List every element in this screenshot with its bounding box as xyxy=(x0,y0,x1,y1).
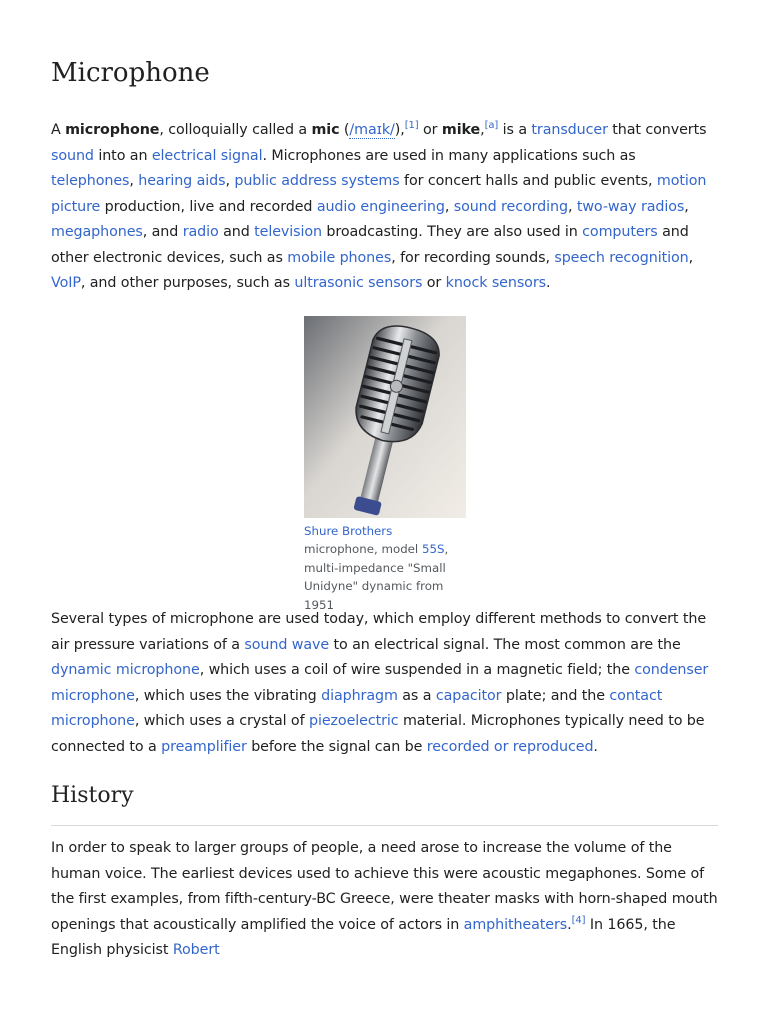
text: , which uses the vibrating xyxy=(134,687,322,704)
microphone-image[interactable] xyxy=(304,316,466,518)
reference-4-link[interactable]: [4] xyxy=(571,914,586,926)
history-paragraph xyxy=(51,836,718,964)
text: In order to speak to larger groups of people, a need arose to increase the volume of the human voice. The earliest devices used to achieve this were acoustic megaphones. Some of the first examples, from fifth-century-BC Greece, were theater masks with horn-shaped mouth openings that acoustically amplified the voice of actors in xyxy=(51,840,718,933)
text: or xyxy=(422,275,446,291)
link-transducer[interactable]: transducer xyxy=(531,122,608,138)
link-shure-brothers[interactable]: Shure Brothers xyxy=(304,524,393,538)
text: , which uses a coil of wire suspended in a magnetic field; the xyxy=(199,662,635,678)
text: microphone, model xyxy=(304,542,422,557)
link-amphitheaters[interactable]: amphitheaters xyxy=(463,916,568,933)
text: and xyxy=(218,224,255,240)
link-contact-microphone[interactable]: contact microphone xyxy=(51,687,663,729)
link-electrical-signal[interactable]: electrical signal xyxy=(151,147,263,164)
link-robert[interactable]: Robert xyxy=(172,942,220,958)
text: . Microphones are used in many applications such as xyxy=(262,147,636,164)
note-a-link[interactable]: [a] xyxy=(484,120,499,131)
text: , and xyxy=(142,224,183,240)
text: Several types of microphone are used today, which employ different methods to convert the air pressure variations of a xyxy=(51,611,707,653)
text: A xyxy=(51,122,66,138)
text: or xyxy=(418,122,442,138)
link-preamplifier[interactable]: preamplifier xyxy=(161,738,247,755)
link-sound-recording[interactable]: sound recording xyxy=(453,198,568,215)
bold-term-microphone: microphone xyxy=(65,122,160,138)
link-knock-sensors[interactable]: knock sensors xyxy=(445,275,546,291)
text: , which uses a crystal of xyxy=(134,713,309,729)
figure-microphone xyxy=(304,316,466,614)
section-heading-history: History xyxy=(51,783,134,808)
text: before the signal can be xyxy=(246,738,427,755)
link-megaphones[interactable]: megaphones xyxy=(51,224,143,240)
link-mobile-phones[interactable]: mobile phones xyxy=(287,249,392,266)
text: , xyxy=(480,122,485,138)
link-condenser-microphone[interactable]: condenser microphone xyxy=(51,662,709,704)
text: that converts xyxy=(607,122,707,138)
text: , xyxy=(225,173,235,189)
figure-caption xyxy=(304,522,466,614)
text: material. Microphones typically need to be connected to a xyxy=(51,713,705,755)
link-diaphragm[interactable]: diaphragm xyxy=(321,687,398,704)
link-dynamic-microphone[interactable]: dynamic microphone xyxy=(51,662,200,678)
text: ), xyxy=(394,122,405,138)
text: production, live and recorded xyxy=(100,198,317,215)
ipa-pronunciation-link[interactable]: /maɪk/ xyxy=(349,122,395,138)
text: plate; and the xyxy=(501,687,610,704)
link-radio[interactable]: radio xyxy=(182,224,219,240)
link-motion-picture[interactable]: motion picture xyxy=(51,173,707,215)
text: into an xyxy=(93,147,152,164)
link-telephones[interactable]: telephones xyxy=(51,173,130,189)
text: is a xyxy=(498,122,532,138)
text: broadcasting. They are also used in xyxy=(321,224,583,240)
text: , xyxy=(567,198,577,215)
link-computers[interactable]: computers xyxy=(582,224,658,240)
types-paragraph xyxy=(51,607,718,760)
text: . xyxy=(567,916,572,933)
text: , xyxy=(444,198,454,215)
reference-1-link[interactable]: [1] xyxy=(404,120,419,131)
link-two-way-radios[interactable]: two-way radios xyxy=(576,198,685,215)
bold-term-mike: mike xyxy=(441,122,481,138)
link-recorded-or-reproduced[interactable]: recorded or reproduced xyxy=(426,738,594,755)
text: as a xyxy=(397,687,436,704)
link-capacitor[interactable]: capacitor xyxy=(435,687,502,704)
text: for concert halls and public events, xyxy=(399,173,657,189)
link-audio-engineering[interactable]: audio engineering xyxy=(316,198,445,215)
link-sound[interactable]: sound xyxy=(51,147,94,164)
link-speech-recognition[interactable]: speech recognition xyxy=(554,249,689,266)
link-public-address-systems[interactable]: public address systems xyxy=(234,173,400,189)
text: In 1665, the English physicist xyxy=(51,916,676,958)
link-television[interactable]: television xyxy=(254,224,322,240)
text: to an electrical signal. The most common are the xyxy=(329,636,681,653)
link-piezoelectric[interactable]: piezoelectric xyxy=(308,713,399,729)
section-divider xyxy=(51,825,718,826)
text: , xyxy=(688,249,694,266)
text: , and other purposes, such as xyxy=(80,275,295,291)
text: , colloquially called a xyxy=(159,122,312,138)
bold-term-mic: mic xyxy=(311,122,340,138)
text: . xyxy=(545,275,551,291)
link-ultrasonic-sensors[interactable]: ultrasonic sensors xyxy=(294,275,423,291)
link-hearing-aids[interactable]: hearing aids xyxy=(138,173,226,189)
intro-paragraph xyxy=(51,118,718,297)
link-voip[interactable]: VoIP xyxy=(51,275,81,291)
text: , xyxy=(684,198,689,215)
text: , xyxy=(129,173,139,189)
text: and other electronic devices, such as xyxy=(51,224,689,266)
link-sound-wave[interactable]: sound wave xyxy=(244,636,330,653)
text: , for recording sounds, xyxy=(391,249,555,266)
text: ( xyxy=(339,122,350,138)
text: , multi-impedance "Small Unidyne" dynamic from 1951 xyxy=(304,542,449,612)
page-title: Microphone xyxy=(51,58,210,88)
link-55s[interactable]: 55S xyxy=(421,542,445,557)
text: . xyxy=(593,738,598,755)
